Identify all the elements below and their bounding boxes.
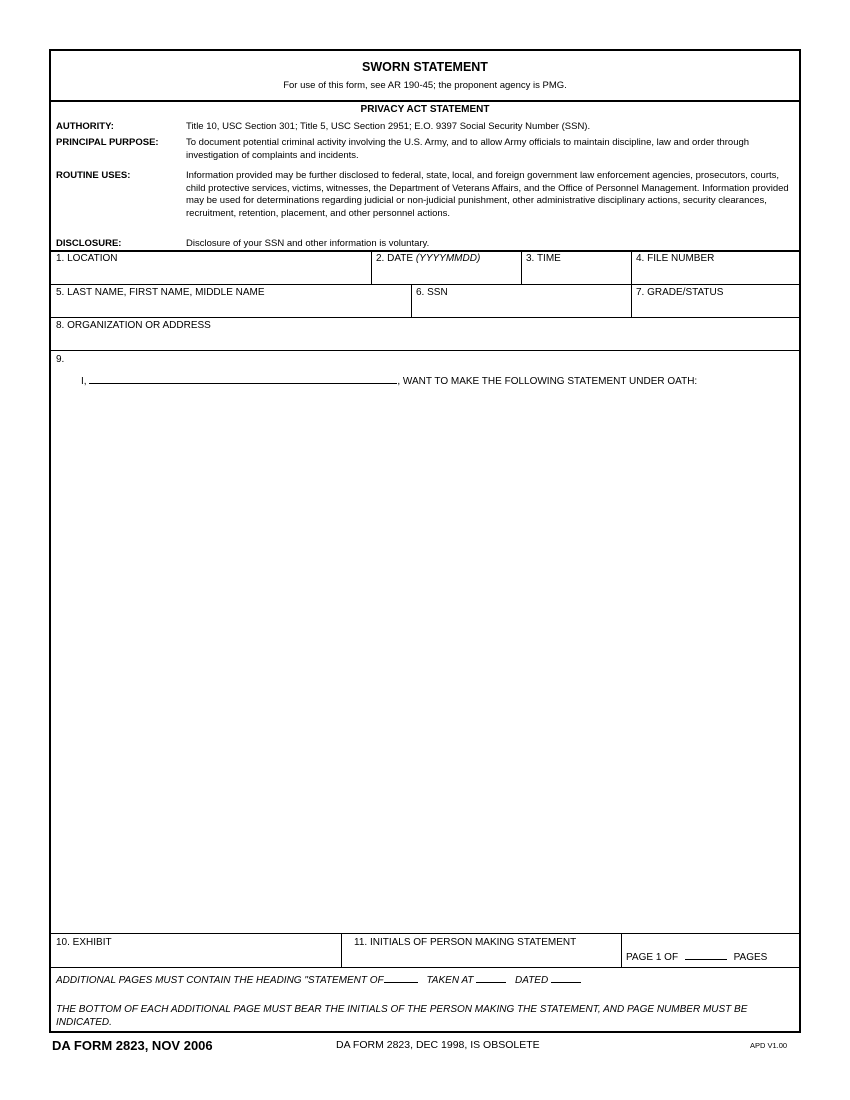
page-suffix: PAGES xyxy=(733,952,768,963)
instruction-taken-at: TAKEN AT xyxy=(426,975,474,986)
taken-at-blank xyxy=(476,972,506,983)
oath-line xyxy=(81,373,697,387)
divider xyxy=(621,934,622,967)
principal-purpose-label: PRINCIPAL PURPOSE: xyxy=(56,137,159,148)
obsolete-notice: DA FORM 2823, DEC 1998, IS OBSOLETE xyxy=(336,1039,540,1051)
time-field[interactable] xyxy=(526,253,626,283)
divider xyxy=(521,251,522,285)
name-label: 5. LAST NAME, FIRST NAME, MIDDLE NAME xyxy=(56,287,265,298)
time-label: 3. TIME xyxy=(526,253,561,264)
instruction-heading: ADDITIONAL PAGES MUST CONTAIN THE HEADING "STATEMENT OF xyxy=(56,975,384,986)
exhibit-field[interactable] xyxy=(56,937,336,967)
location-field[interactable] xyxy=(56,253,366,283)
initials-field[interactable] xyxy=(354,937,619,967)
file-number-field[interactable] xyxy=(636,253,796,283)
total-pages-blank[interactable] xyxy=(685,949,727,960)
routine-uses-label: ROUTINE USES: xyxy=(56,170,131,181)
grade-status-label: 7. GRADE/STATUS xyxy=(636,287,724,298)
divider xyxy=(51,967,799,968)
sworn-statement-form xyxy=(49,49,801,1033)
divider xyxy=(371,251,372,285)
exhibit-label: 10. EXHIBIT xyxy=(56,937,112,948)
name-field[interactable] xyxy=(56,287,406,317)
divider xyxy=(51,933,799,934)
organization-label: 8. ORGANIZATION OR ADDRESS xyxy=(56,320,211,331)
divider xyxy=(51,317,799,318)
initials-label: 11. INITIALS OF PERSON MAKING STATEMENT xyxy=(354,937,577,948)
oath-text: , WANT TO MAKE THE FOLLOWING STATEMENT UNDER OATH: xyxy=(397,376,698,387)
date-label: 2. DATE xyxy=(376,253,414,264)
ssn-field[interactable] xyxy=(416,287,626,317)
form-title: SWORN STATEMENT xyxy=(362,60,488,74)
disclosure-text: Disclosure of your SSN and other information is voluntary. xyxy=(186,238,430,249)
privacy-divider xyxy=(51,250,799,252)
page-count xyxy=(626,949,767,963)
form-number: DA FORM 2823, NOV 2006 xyxy=(52,1038,213,1053)
divider xyxy=(631,285,632,318)
page-prefix: PAGE 1 OF xyxy=(626,952,679,963)
privacy-act-title: PRIVACY ACT STATEMENT xyxy=(360,104,490,115)
file-number-label: 4. FILE NUMBER xyxy=(636,253,715,264)
disclosure-label: DISCLOSURE: xyxy=(56,238,122,249)
date-format-hint: (YYYYMMDD) xyxy=(415,253,481,264)
additional-pages-instruction xyxy=(56,972,581,986)
statement-name-blank[interactable] xyxy=(89,373,397,384)
organization-field[interactable] xyxy=(56,320,796,350)
routine-uses-text: Information provided may be further disclosed to federal, state, local, and foreign government law enforcement agencies, prosecutors, courts, child protective services, victims, witnesses, the Department of Veterans Affairs, and the Office of Personnel Management. Information provided may be used for determinations regarding judicial or non-judicial punishment, other administrative disciplinary actions, security clearances, recruitment, retention, placement, and other personnel actions. xyxy=(186,170,789,219)
grade-status-field[interactable] xyxy=(636,287,796,317)
dated-blank xyxy=(551,972,581,983)
ssn-label: 6. SSN xyxy=(416,287,448,298)
divider xyxy=(631,251,632,285)
date-field[interactable] xyxy=(376,253,516,283)
principal-purpose-text: To document potential criminal activity involving the U.S. Army, and to allow Army officials to maintain discipline, law and order through investigation of complaints and incidents. xyxy=(186,137,750,161)
divider xyxy=(411,285,412,318)
location-label: 1. LOCATION xyxy=(56,253,118,264)
divider xyxy=(51,284,799,285)
instruction-dated: DATED xyxy=(515,975,549,986)
header-divider xyxy=(51,100,799,102)
divider xyxy=(51,350,799,351)
statement-body-area[interactable] xyxy=(56,393,796,928)
statement-of-blank xyxy=(384,972,418,983)
initials-instruction: THE BOTTOM OF EACH ADDITIONAL PAGE MUST BEAR THE INITIALS OF THE PERSON MAKING THE STATEMENT, AND PAGE NUMBER MUST BE INDICATED. xyxy=(56,1004,748,1028)
authority-text: Title 10, USC Section 301; Title 5, USC Section 2951; E.O. 9397 Social Security Number (SSN). xyxy=(186,121,591,132)
divider xyxy=(341,934,342,967)
authority-label: AUTHORITY: xyxy=(56,121,114,132)
version-label: APD V1.00 xyxy=(750,1041,788,1050)
statement-number: 9. xyxy=(56,354,65,365)
oath-i: I, xyxy=(81,376,87,387)
form-subtitle: For use of this form, see AR 190-45; the proponent agency is PMG. xyxy=(283,80,567,91)
